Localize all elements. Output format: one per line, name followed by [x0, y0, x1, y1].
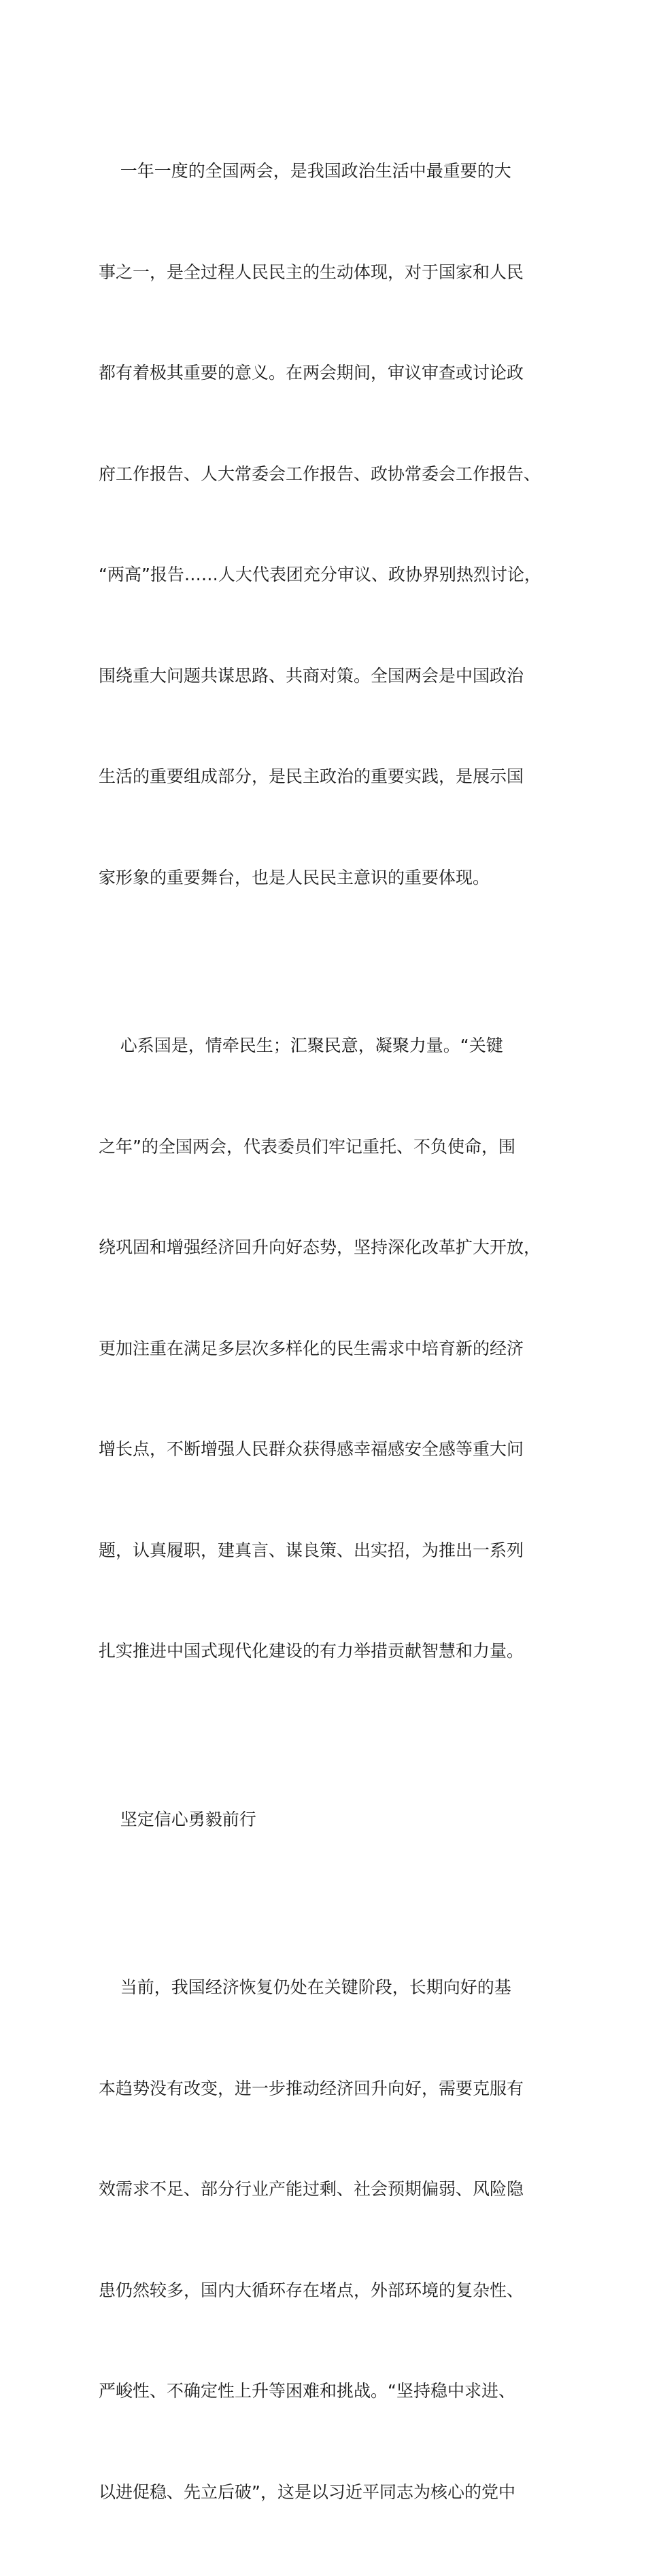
text-line: 家形象的重要舞台，也是人民民主意识的重要体现。	[99, 867, 490, 887]
text-line: 患仍然较多，国内大循环存在堵点，外部环境的复杂性、	[99, 2280, 524, 2300]
document-body	[99, 87, 561, 2576]
text-line: 题，认真履职，建真言、谋良策、出实招，为推出一系列	[99, 1540, 524, 1560]
heading-line: 坚定信心勇毅前行	[99, 1809, 256, 1829]
text-line: 扎实推进中国式现代化建设的有力举措贡献智慧和力量。	[99, 1641, 524, 1661]
text-line: 更加注重在满足多层次多样化的民生需求中培育新的经济	[99, 1338, 524, 1358]
text-line: 绕巩固和增强经济回升向好态势，坚持深化改革扩大开放，	[99, 1237, 541, 1257]
paragraph-lianghui-significance	[99, 87, 561, 961]
section-heading	[99, 1735, 561, 1904]
paragraph-key-year	[99, 961, 561, 1735]
text-line: 本趋势没有改变，进一步推动经济回升向好，需要克服有	[99, 2078, 524, 2098]
text-line: 严峻性、不确定性上升等困难和挑战。“坚持稳中求进、	[99, 2381, 515, 2401]
text-line: 都有着极其重要的意义。在两会期间，审议审查或讨论政	[99, 363, 524, 383]
text-line: 生活的重要组成部分，是民主政治的重要实践，是展示国	[99, 766, 524, 786]
text-line: 增长点，不断增强人民群众获得感幸福感安全感等重大问	[99, 1439, 524, 1459]
text-line: 一年一度的全国两会，是我国政治生活中最重要的大	[99, 161, 511, 181]
text-line: 事之一，是全过程人民民主的生动体现，对于国家和人民	[99, 262, 524, 282]
text-line: 府工作报告、人大常委会工作报告、政协常委会工作报告、	[99, 463, 541, 484]
text-line: “两高”报告……人大代表团充分审议、政协界别热烈讨论，	[99, 565, 541, 584]
text-line: 围绕重大问题共谋思路、共商对策。全国两会是中国政治	[99, 665, 524, 686]
text-line: 之年”的全国两会，代表委员们牢记重托、不负使命，围	[99, 1136, 515, 1157]
text-line: 效需求不足、部分行业产能过剩、社会预期偏弱、风险隐	[99, 2179, 524, 2199]
text-line: 当前，我国经济恢复仍处在关键阶段，长期向好的基	[99, 1977, 511, 1997]
paragraph-economy	[99, 1903, 561, 2576]
text-line: 心系国是，情牵民生；汇聚民意，凝聚力量。“关键	[99, 1036, 503, 1055]
text-line: 以进促稳、先立后破”，这是以习近平同志为核心的党中	[99, 2482, 515, 2502]
